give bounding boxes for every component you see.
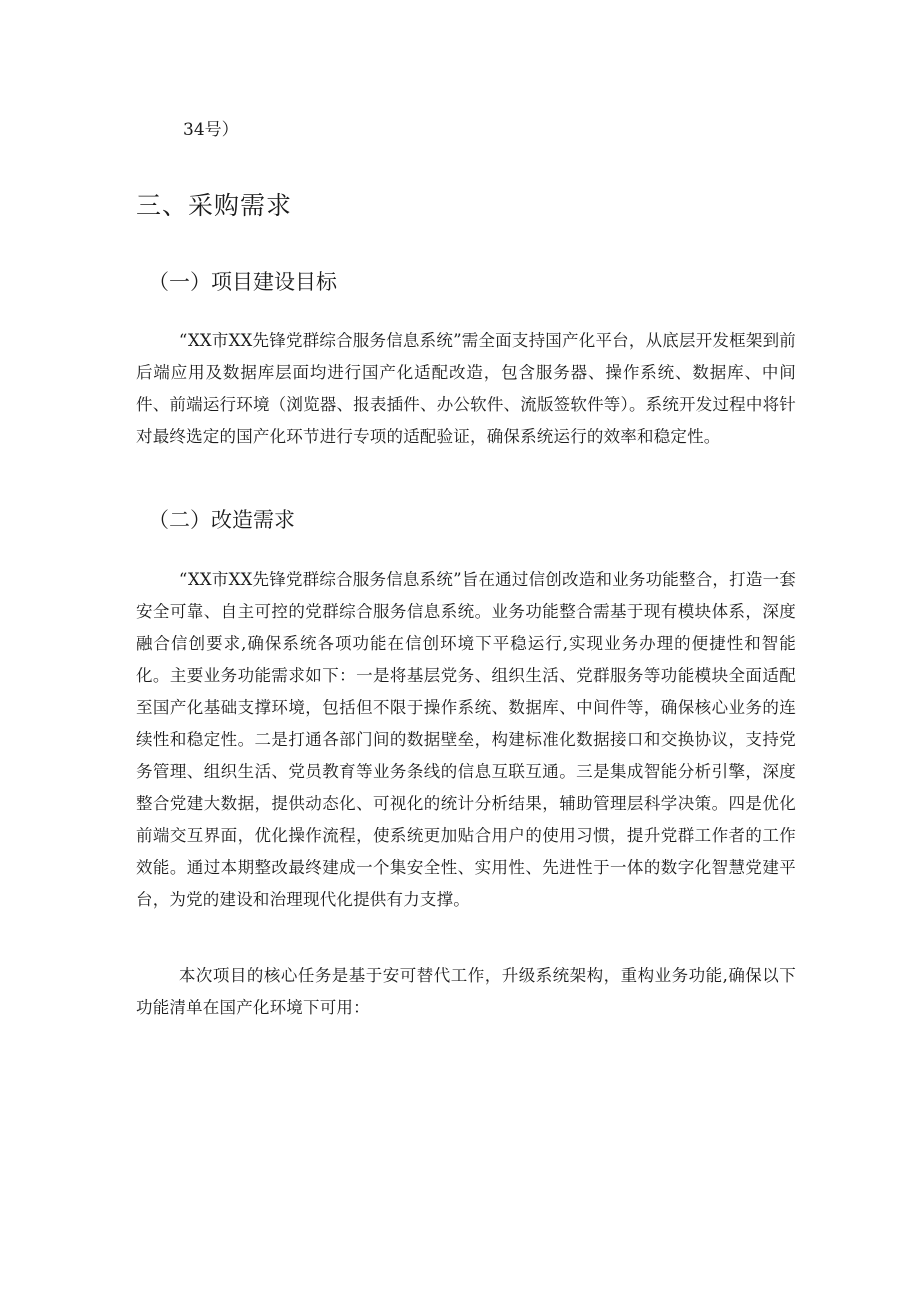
section-heading: 三、采购需求 bbox=[136, 191, 293, 220]
subsection-heading-goals: （一）项目建设目标 bbox=[148, 270, 337, 294]
subsection-heading-requirements: （二）改造需求 bbox=[148, 508, 295, 532]
paragraph-goals: “XX市XX先锋党群综合服务信息系统”需全面支持国产化平台，从底层开发框架到前后端应用及数据库层面均进行国产化适配改造，包含服务器、操作系统、数据库、中间件、前端运行环境（浏览器、报表插件、办公软件、流版签软件等）。系统开发过程中将针对最终选定的国产化环节进行专项的适配验证，确保系统运行的效率和稳定性。 bbox=[136, 331, 796, 446]
paragraph-requirements: “XX市XX先锋党群综合服务信息系统”旨在通过信创改造和业务功能整合，打造一套安全可靠、自主可控的党群综合服务信息系统。业务功能整合需基于现有模块体系，深度融合信创要求,确保系统各项功能在信创环境下平稳运行,实现业务办理的便捷性和智能化。主要业务功能需求如下：一是将基层党务、组织生活、党群服务等功能模块全面适配至国产化基础支撑环境，包括但不限于操作系统、数据库、中间件等，确保核心业务的连续性和稳定性。二是打通各部门间的数据壁垒，构建标准化数据接口和交换协议，支持党务管理、组织生活、党员教育等业务条线的信息互联互通。三是集成智能分析引擎，深度整合党建大数据，提供动态化、可视化的统计分析结果，辅助管理层科学决策。四是优化前端交互界面，优化操作流程，使系统更加贴合用户的使用习惯，提升党群工作者的工作效能。通过本期整改最终建成一个集安全性、实用性、先进性于一体的数字化智慧党建平台，为党的建设和治理现代化提供有力支撑。 bbox=[136, 570, 796, 909]
paragraph-core-task: 本次项目的核心任务是基于安可替代工作，升级系统架构，重构业务功能,确保以下功能清单在国产化环境下可用： bbox=[136, 966, 796, 1017]
continuation-line: 34号） bbox=[183, 120, 239, 140]
